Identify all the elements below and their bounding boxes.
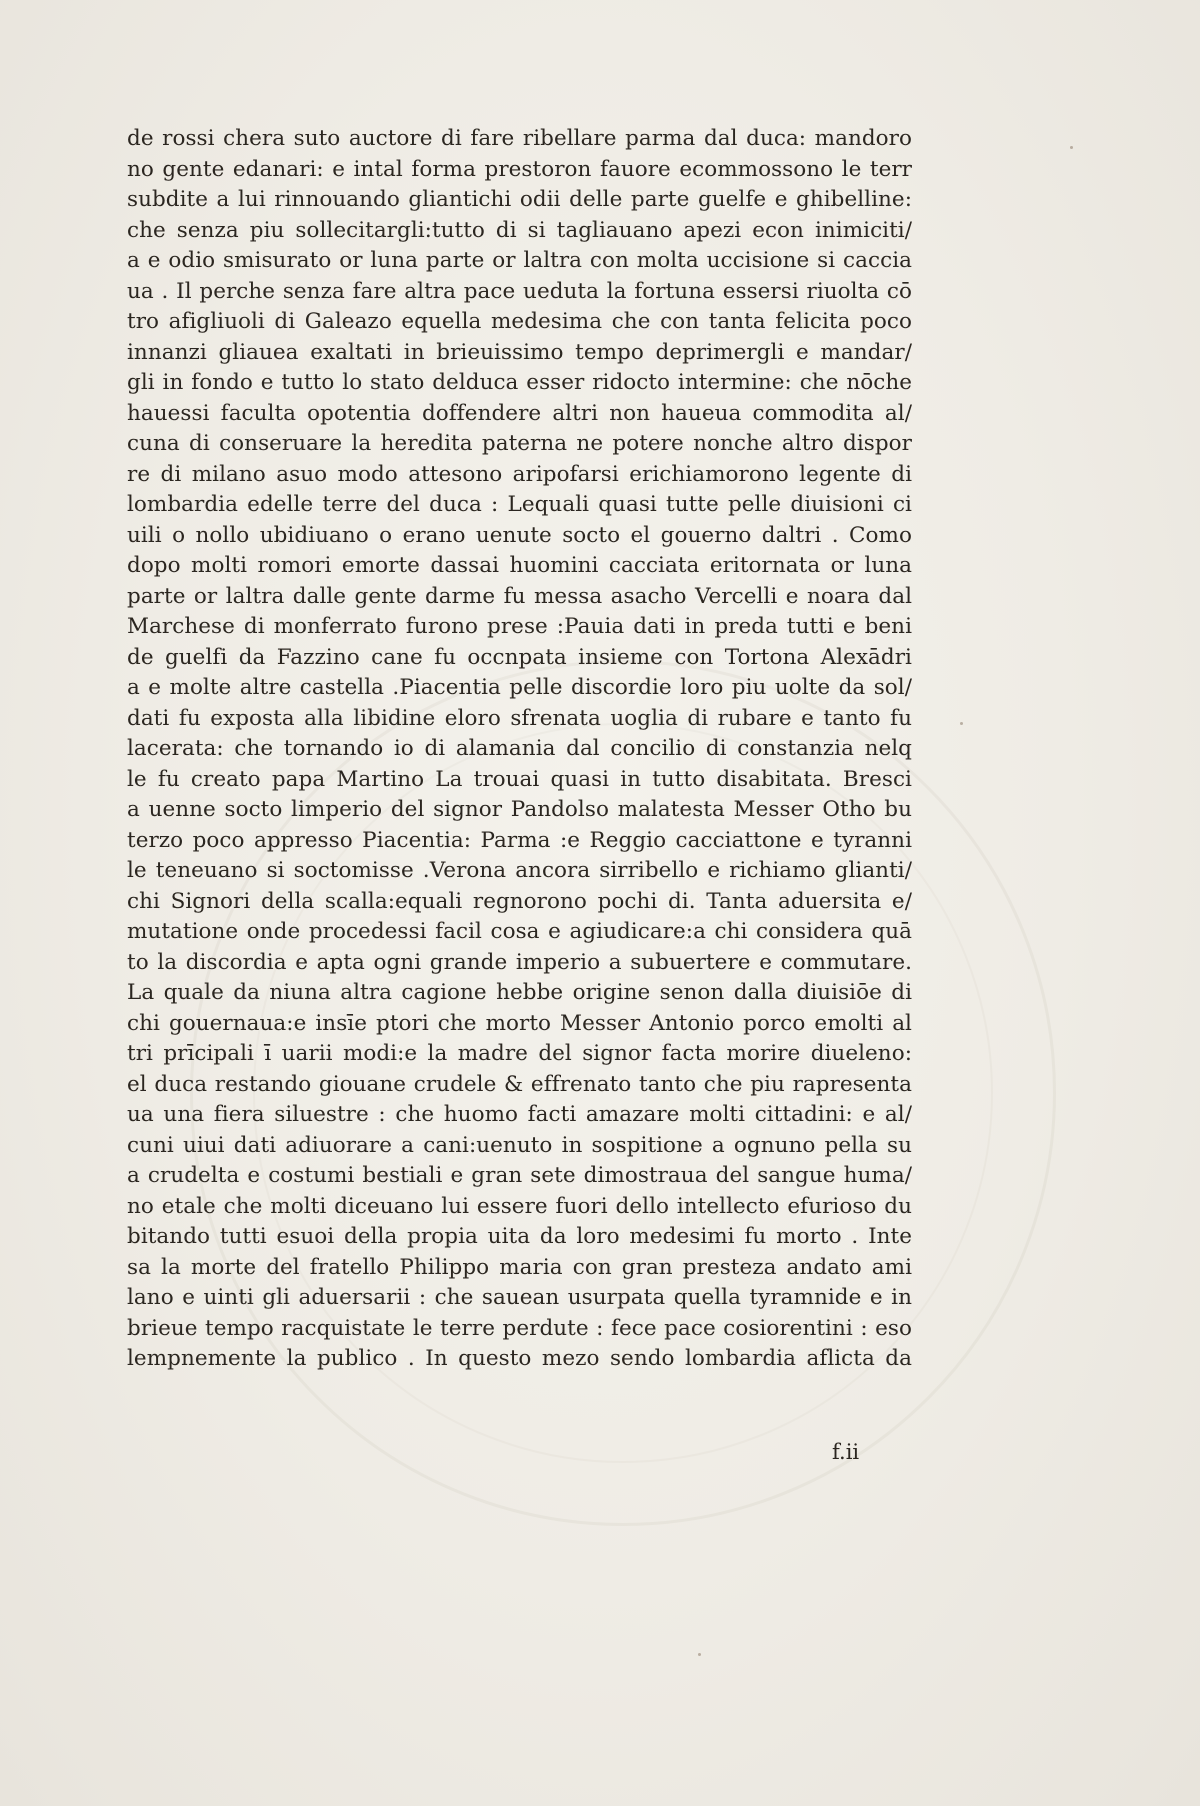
text-line: le teneuano si soctomisse .Verona ancora sirribello e richiamo glianti/ — [127, 858, 912, 883]
text-line: innanzi gliauea exaltati in brieuissimo tempo deprimergli e mandar/ — [127, 339, 912, 365]
text-line: le fu creato papa Martino La trouai quasi in tutto disabitata. Bresci — [127, 766, 912, 792]
text-line: cuna di conseruare la heredita paterna ne potere nonche altro dispor — [127, 431, 912, 456]
text-line: de rossi chera suto auctore di fare ribellare parma dal duca: mandoro — [127, 126, 912, 151]
text-line: brieue tempo racquistate le terre perdute : fece pace cosiorentini : eso — [127, 1315, 912, 1341]
text-line: lempnemente la publico . In questo mezo sendo lombardia aflicta da — [127, 1346, 912, 1371]
paper-speck — [960, 722, 963, 725]
text-line: terzo poco appresso Piacentia: Parma :e Reggio cacciattone e tyranni — [127, 827, 912, 853]
paper-speck — [1070, 146, 1073, 149]
text-line: dati fu exposta alla libidine eloro sfrenata uoglia di rubare e tanto fu — [127, 705, 912, 731]
text-line: no etale che molti diceuano lui essere fuori dello intellecto efurioso du — [127, 1193, 912, 1219]
text-line: bitando tutti esuoi della propia uita da loro medesimi fu morto . Inte — [127, 1224, 912, 1249]
text-line: La quale da niuna altra cagione hebbe origine senon dalla diuisiōe di — [127, 980, 912, 1005]
text-line: parte or laltra dalle gente darme fu messa asacho Vercelli e noara dal — [127, 583, 912, 609]
text-line: a e odio smisurato or luna parte or laltra con molta uccisione si caccia — [127, 248, 912, 273]
text-line: a uenne socto limperio del signor Pandolso malatesta Messer Otho bu — [127, 797, 912, 822]
text-line: Marchese di monferrato furono prese :Pauia dati in preda tutti e beni — [127, 614, 912, 639]
text-line: to la discordia e apta ogni grande imperio a subuertere e commutare. — [127, 949, 912, 975]
text-line: che senza piu sollecitargli:tutto di si tagliauano apezi econ inimiciti/ — [127, 217, 912, 243]
text-line: tro afigliuoli di Galeazo equella medesima che con tanta felicita poco — [127, 309, 912, 334]
text-line: ua una fiera siluestre : che huomo facti amazare molti cittadini: e al/ — [127, 1102, 912, 1127]
text-line: a crudelta e costumi bestiali e gran sete dimostraua del sangue huma/ — [127, 1163, 912, 1188]
text-line: cuni uiui dati adiuorare a cani:uenuto in sospitione a ognuno pella su — [127, 1132, 912, 1158]
text-line: gli in fondo e tutto lo stato delduca esser ridocto intermine: che nōche — [127, 370, 912, 395]
text-line: el duca restando giouane crudele & effrenato tanto che piu rapresenta — [127, 1071, 912, 1097]
text-line: lacerata: che tornando io di alamania dal concilio di constanzia nelq — [127, 736, 912, 761]
text-block — [127, 124, 912, 1375]
text-line: sa la morte del fratello Philippo maria con gran presteza andato ami — [127, 1254, 912, 1280]
text-line: uili o nollo ubidiuano o erano uenute socto el gouerno daltri . Como — [127, 522, 912, 548]
text-line: lano e uinti gli aduersarii : che sauean usurpata quella tyramnide e in — [127, 1285, 912, 1310]
text-line: re di milano asuo modo attesono aripofarsi erichiamorono legente di — [127, 461, 912, 487]
text-line: no gente edanari: e intal forma prestoron fauore ecommossono le terr — [127, 156, 912, 182]
signature-mark: f.ii — [832, 1440, 860, 1464]
text-line: dopo molti romori emorte dassai huomini cacciata eritornata or luna — [127, 553, 912, 578]
text-line: chi gouernaua:e insīe ptori che morto Messer Antonio porco emolti al — [127, 1010, 912, 1036]
text-line: lombardia edelle terre del duca : Lequali quasi tutte pelle diuisioni ci — [127, 492, 912, 517]
paper-speck — [698, 1653, 701, 1656]
text-line: ua . Il perche senza fare altra pace ueduta la fortuna essersi riuolta cō — [127, 278, 912, 304]
text-line: subdite a lui rinnouando gliantichi odii delle parte guelfe e ghibelline: — [127, 187, 912, 212]
text-line: de guelfi da Fazzino cane fu occnpata insieme con Tortona Alexādri — [127, 644, 912, 670]
text-line: tri prīcipali ī uarii modi:e la madre del signor facta morire diueleno: — [127, 1041, 912, 1066]
text-line: a e molte altre castella .Piacentia pelle discordie loro piu uolte da sol/ — [127, 675, 912, 700]
text-line: hauessi faculta opotentia doffendere altri non haueua commodita al/ — [127, 400, 912, 426]
text-line: mutatione onde procedessi facil cosa e agiudicare:a chi considera quā — [127, 919, 912, 944]
text-line: chi Signori della scalla:equali regnorono pochi di. Tanta aduersita e/ — [127, 888, 912, 914]
